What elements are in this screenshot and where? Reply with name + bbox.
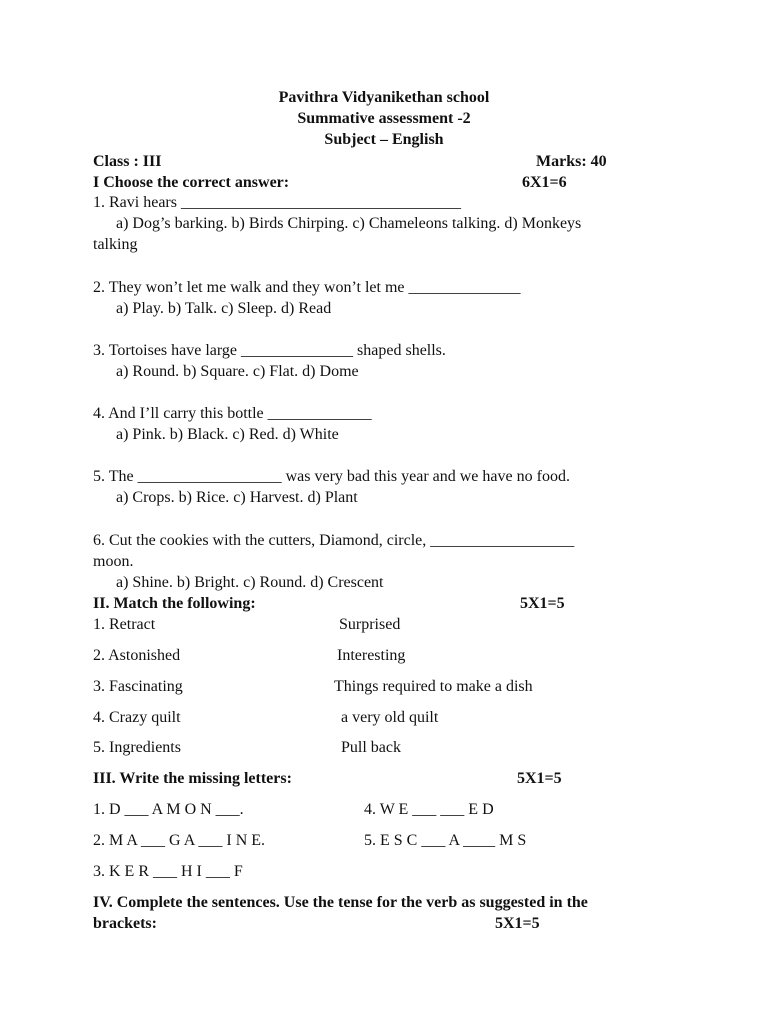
- question-2: 2. They won’t let me walk and they won’t let me ______________: [93, 279, 521, 296]
- section1-marks: 6X1=6: [522, 174, 567, 191]
- match-left-4: 4. Crazy quilt: [93, 709, 181, 726]
- match-right-1: Surprised: [339, 616, 401, 633]
- assessment-title: Summative assessment -2: [297, 110, 471, 127]
- match-right-3: Things required to make a dish: [334, 678, 533, 695]
- question-6: 6. Cut the cookies with the cutters, Diamond, circle, __________________: [93, 532, 575, 549]
- question-4-options: a) Pink. b) Black. c) Red. d) White: [116, 426, 339, 443]
- subject-title: Subject – English: [324, 131, 444, 148]
- section3-title: III. Write the missing letters:: [93, 770, 292, 787]
- section4-title-cont: brackets:: [93, 915, 157, 932]
- question-5-options: a) Crops. b) Rice. c) Harvest. d) Plant: [116, 489, 358, 506]
- section4-title: IV. Complete the sentences. Use the tense for the verb as suggested in the: [93, 894, 588, 911]
- match-left-3: 3. Fascinating: [93, 678, 183, 695]
- school-name: Pavithra Vidyanikethan school: [278, 89, 490, 106]
- section4-marks: 5X1=5: [495, 915, 540, 932]
- question-1-options: a) Dog’s barking. b) Birds Chirping. c) Chameleons talking. d) Monkeys: [116, 215, 582, 232]
- question-1-options-cont: talking: [93, 236, 138, 253]
- missing-letters-1: 1. D ___ A M O N ___.: [93, 801, 244, 818]
- question-6-options: a) Shine. b) Bright. c) Round. d) Crescent: [116, 574, 384, 591]
- section2-marks: 5X1=5: [520, 595, 565, 612]
- total-marks: Marks: 40: [536, 153, 607, 170]
- question-3: 3. Tortoises have large ______________ shaped shells.: [93, 342, 446, 359]
- question-2-options: a) Play. b) Talk. c) Sleep. d) Read: [116, 300, 332, 317]
- question-3-options: a) Round. b) Square. c) Flat. d) Dome: [116, 363, 359, 380]
- question-6-cont: moon.: [93, 553, 134, 570]
- missing-letters-4: 4. W E ___ ___ E D: [364, 801, 494, 818]
- question-5: 5. The __________________ was very bad this year and we have no food.: [93, 468, 570, 485]
- section2-title: II. Match the following:: [93, 595, 256, 612]
- class-label: Class : III: [93, 153, 162, 170]
- missing-letters-2: 2. M A ___ G A ___ I N E.: [93, 832, 266, 849]
- match-left-2: 2. Astonished: [93, 647, 181, 664]
- question-4: 4. And I’ll carry this bottle _____________: [93, 405, 372, 422]
- section3-marks: 5X1=5: [517, 770, 562, 787]
- match-left-5: 5. Ingredients: [93, 739, 181, 756]
- match-left-1: 1. Retract: [93, 616, 156, 633]
- section1-title: I Choose the correct answer:: [93, 174, 290, 191]
- question-1: 1. Ravi hears ___________________________________: [93, 194, 461, 211]
- match-right-4: a very old quilt: [341, 709, 439, 726]
- match-right-2: Interesting: [337, 647, 406, 664]
- match-right-5: Pull back: [341, 739, 401, 756]
- missing-letters-5: 5. E S C ___ A ____ M S: [364, 832, 527, 849]
- missing-letters-3: 3. K E R ___ H I ___ F: [93, 863, 243, 880]
